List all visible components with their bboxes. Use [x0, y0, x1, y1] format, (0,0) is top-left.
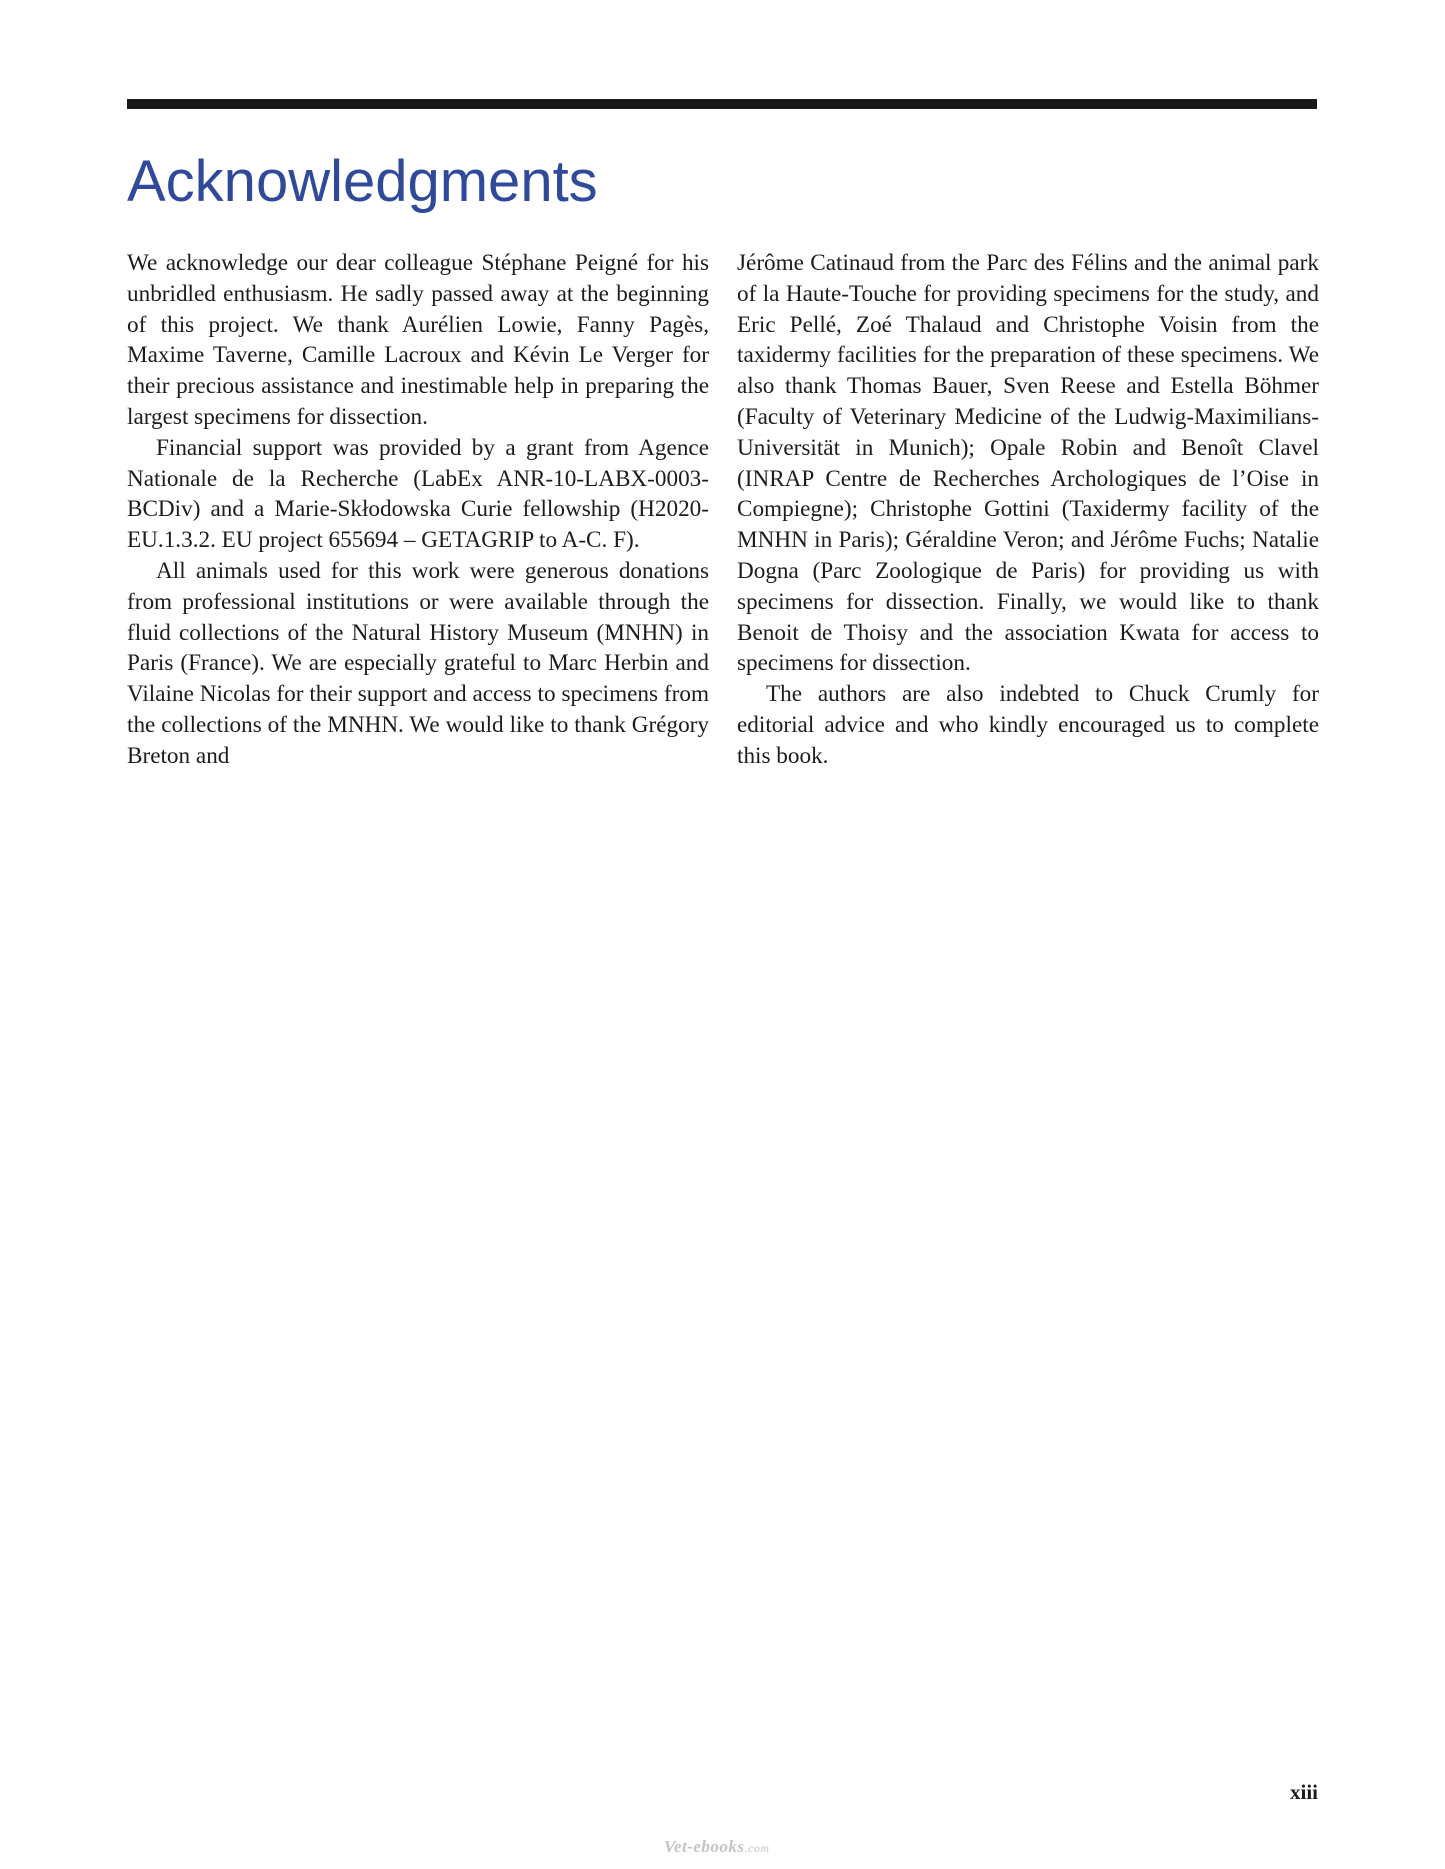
watermark — [664, 1837, 770, 1857]
top-rule — [127, 99, 1317, 109]
left-column — [127, 248, 709, 772]
paragraph: We acknowledge our dear colleague Stéphane Peigné for his unbridled enthusiasm. He sadly passed away at the beginning of this project. We thank Aurélien Lowie, Fanny Pagès, Maxime Taverne, Camille Lacroux and Kévin Le Verger for their precious assistance and inestimable help in preparing the largest specimens for dissection. — [127, 250, 709, 430]
watermark-main: Vet-ebooks — [664, 1837, 745, 1856]
watermark-suffix: .com — [744, 1841, 770, 1855]
page-title: Acknowledgments — [127, 149, 598, 214]
page-number: xiii — [1289, 1780, 1318, 1804]
paragraph: Financial support was provided by a grant from Agence Nationale de la Recherche (LabEx ANR-10-LABX-0003-BCDiv) and a Marie-Skłodowska Curie fellowship (H2020-EU.1.3.2. EU project 655694 – GETAGRIP to A-C. F). — [127, 434, 709, 554]
paragraph: The authors are also indebted to Chuck Crumly for editorial advice and who kindly encouraged us to complete this book. — [737, 681, 1319, 769]
paragraph: Jérôme Catinaud from the Parc des Félins and the animal park of la Haute-Touche for providing specimens for the study, and Eric Pellé, Zoé Thalaud and Christophe Voisin from the taxidermy facilities for the preparation of these specimens. We also thank Thomas Bauer, Sven Reese and Estella Böhmer (Faculty of Veterinary Medicine of the Ludwig-Maximilians-Universität in Munich); Opale Robin and Benoît Clavel (INRAP Centre de Recherches Archologiques de l’Oise in Compiegne); Christophe Gottini (Taxidermy facility of the MNHN in Paris); Géraldine Veron; and Jérôme Fuchs; Natalie Dogna (Parc Zoologique de Paris) for providing us with specimens for dissection. Finally, we would like to thank Benoit de Thoisy and the association Kwata for access to specimens for dissection. — [737, 250, 1319, 677]
paragraph: All animals used for this work were generous donations from professional institutions or were available through the fluid collections of the Natural History Museum (MNHN) in Paris (France). We are especially grateful to Marc Herbin and Vilaine Nicolas for their support and access to specimens from the collections of the MNHN. We would like to thank Grégory Breton and — [127, 557, 709, 769]
right-column — [737, 248, 1319, 772]
